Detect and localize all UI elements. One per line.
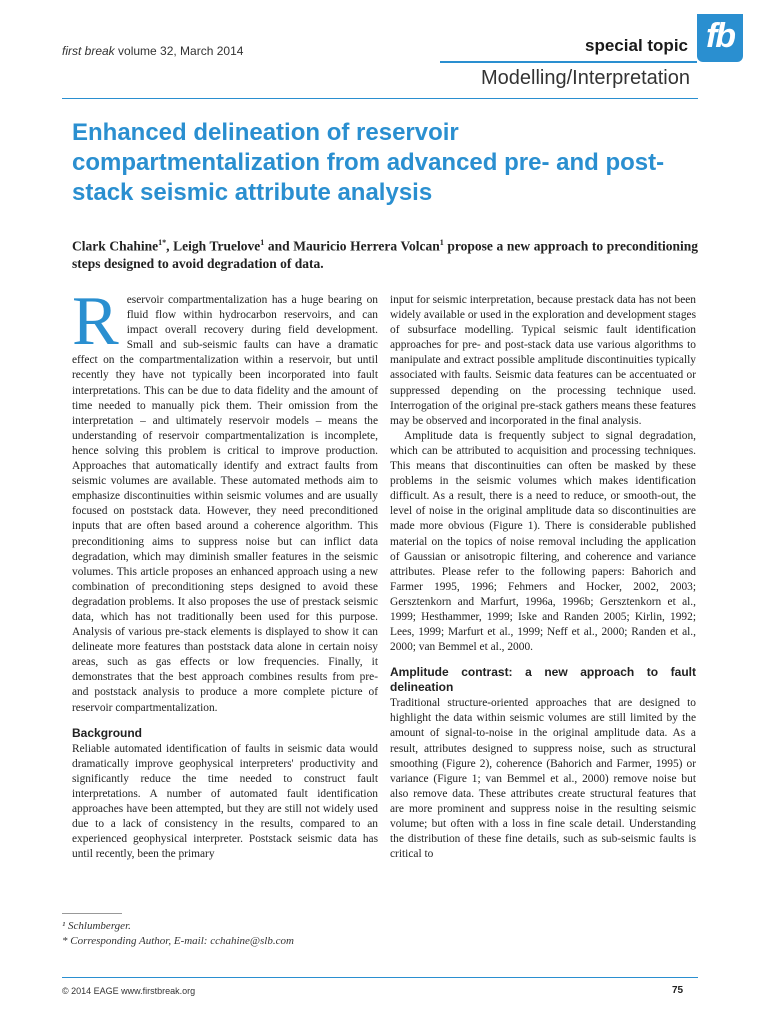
paragraph-input: input for seismic interpretation, because prestack data has not been widely available or used in the exploration and development stages of subsurface modelling. Typical seismic fault identification approaches for pre- and post-stack data use various algorithms to manipulate and extract possible amplitude discontinuities typically associated with faults. Seismic data features can be accentuated or suppressed depending on the processing technique used. Interrogation of the original pre-stack gathers means these features may be observed and incorporated in the final analysis.	[390, 294, 696, 427]
page-number: 75	[672, 985, 684, 996]
journal-issue: volume 32, March 2014	[114, 44, 244, 58]
section-rule	[62, 98, 698, 99]
background-heading: Background	[72, 725, 143, 740]
paragraph-amplitude: Amplitude data is frequently subject to signal degradation, which can be attributed to acquisition and processing techniques. This means that discontinuities can often be masked by these problems in the seismic volumes which makes identification difficult. As a result, there is a need to reduce, or smooth-out, the level of noise in the original amplitude data so discontinuities are made more obvious (Figure 1). There is considerable published material on the topics of noise removal including the application of Gaussian or anisotropic filtering, and coherence and variance attributes. Please refer to the following papers: Bahorich and Farmer 1995, 1996; Fehmers and Hocker, 2002, 2003; Gersztenkorn and Marfurt, 1996a, 1996b; Gersztenkorn et al., 1999; Hesthammer, 1999; Iske and Randen 2005; Kirlin, 1992; Lees, 1999; Marfurt et al., 1999; Neff et al., 2000; Randen et al., 2000; van Bemmel et al., 2000.	[390, 429, 696, 654]
footnote-corresponding: * Corresponding Author, E-mail: cchahine@slb.com	[62, 935, 294, 947]
copyright: © 2014 EAGE www.firstbreak.org	[62, 986, 196, 996]
footnote-rule	[62, 913, 122, 914]
section-title: Modelling/Interpretation	[480, 67, 690, 89]
left-column	[72, 283, 378, 862]
fb-logo-icon	[697, 14, 743, 62]
intro-paragraph	[72, 283, 378, 716]
footer-rule	[62, 977, 698, 978]
journal-name: first break	[62, 44, 115, 58]
header-rule	[440, 61, 697, 63]
authors-standfirst: Clark Chahine$^{1*}$, Leigh Truelove$^1$ and Mauricio Herrera Volcan$^1$ propose a new approach to preconditioning steps designed to avoid degradation of data.	[72, 238, 698, 271]
special-topic-label: special topic	[585, 36, 688, 55]
right-column	[390, 293, 696, 862]
footnotes	[62, 919, 294, 949]
background-paragraph: Reliable automated identification of faults in seismic data would dramatically improve geophysical interpreters' productivity and significantly reduce the time needed to construct fault interpretations. A number of automated fault identification approaches have been attempted, but they are still not widely used due to a lack of consistency in the results, compared to an experienced geophysical interpreter. Poststack seismic data has until recently, been the primary	[72, 742, 378, 861]
fb-logo-text: fb	[705, 17, 735, 55]
journal-info	[62, 44, 243, 58]
drop-cap: R	[72, 283, 119, 360]
paragraph-traditional: Traditional structure-oriented approaches that are designed to highlight the data within seismic volumes are still limited by the amount of signal-to-noise in the original amplitude data. As a result, attributes designed to suppress noise, such as structural smoothing (Figure 2), coherence (Bahorich and Farmer, 1995) or variance (Figure 1; van Bemmel et al., 2000) remove noise but also remove data. These attributes create structural features that are more prominent and suppress noise in the resulting seismic volume; but often with a loss in fine scale detail. Understanding the distribution of these fine details, such as sub-seismic faults is critical to	[390, 697, 696, 861]
amplitude-contrast-heading: Amplitude contrast: a new approach to fault delineation	[390, 665, 696, 695]
article-title: Enhanced delineation of reservoir compartmentalization from advanced pre- and post-stack seismic attribute analysis	[72, 119, 665, 206]
footnote-affiliation: ¹ Schlumberger.	[62, 920, 131, 932]
intro-text: eservoir compartmentalization has a huge bearing on fluid flow within hydrocarbon reservoirs, and can impact overall recovery during field development. Small and sub-seismic faults can have a dramatic effect on the compartmentalization within a reservoir, but until recently they have not typically been incorporated into fault interpretations. This can be due to data fidelity and the amount of time needed to manually pick them. Their omission from the interpretation – and ultimately reservoir models – means the understanding of reservoir compartmentalization is incomplete, hence solving this problem is critical to improve production. Approaches that automatically identify and extract faults from seismic volumes are available. These automated methods aim to emphasize discontinuities within seismic volumes and are usually focused on poststack data. However, they need preconditioned inputs that are often based around a coherence algorithm. This preconditioning aims to suppress noise but can inflict data degradation, which may diminish smaller features in the seismic volumes. This article proposes an enhanced approach using a new combination of preconditioning steps designed to avoid these degradation problems. It also proposes the use of prestack seismic data, which has not traditionally been used for this purpose. Analysis of various pre-stack elements is displayed to show it can delineate more features than poststack data alone in certain noisy areas, such as gas effects or low frequencies. Finally, it demonstrates that the best approach combines results from pre- and poststack analysis to produce a more complete picture of reservoir compartmentalization.	[72, 294, 378, 714]
